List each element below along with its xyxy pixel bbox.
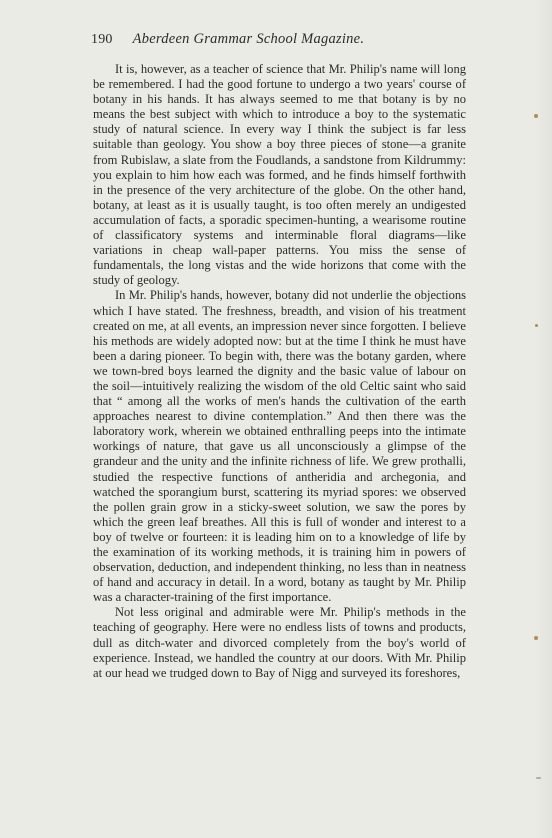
paragraph-botany-methods: In Mr. Philip's hands, however, botany did not underlie the objections which I have stated. The freshness, breadth, and vision of his treatment created on me, at all events, an impression never since forgotten. I believe his methods are widely adopted now: but at the time I think he must have been a daring pioneer. To begin with, there was the botany garden, where we town-bred boys learned the dignity and the basic value of labour on the soil—intuitively realizing the wisdom of the old Celtic saint who said that “ among all the works of men's hands the cultivation of the earth approaches nearest to divine contemplation.” And then there was the laboratory work, wherein we obtained enthralling peeps into the intimate workings of nature, that gave us all unconsciously a glimpse of the grandeur and the unity and the infinite richness of life. We grew prothalli, studied the respective functions of antheridia and archegonia, and watched the sporangium burst, scattering its myriad spores: we observed the pollen grain grow in a sticky-sweet solution, we saw the pores by which the green leaf breathes. All this is full of wonder and interest to a boy of twelve or fourteen: it is leading him on to a knowledge of life by the examination of its working methods, it is training him in powers of observation, deduction, and independent thinking, no less than in neatness of hand and accuracy in detail. In a word, botany as taught by Mr. Philip was a character-training of the first importance. xyxy=(93,288,466,605)
running-header xyxy=(91,31,461,51)
paragraph-geography: Not less original and admirable were Mr. Philip's methods in the teaching of geography. Here were no endless lists of towns and products, dull as ditch-water and divorced completely from the boy's world of experience. Instead, we handled the country at our doors. With Mr. Philip at our head we trudged down to Bay of Nigg and surveyed its foreshores, xyxy=(93,605,466,680)
journal-title: Aberdeen Grammar School Magazine. xyxy=(132,31,365,47)
page-number: 190 xyxy=(91,32,113,47)
article-body xyxy=(93,62,466,681)
paragraph-botany-teacher: It is, however, as a teacher of science that Mr. Philip's name will long be remembered. I had the good fortune to undergo a two years' course of botany in his hands. It has always seemed to me that botany is by no means the best subject with which to introduce a boy to the systematic study of natural science. In every way I think the subject is far less suitable than geology. You show a boy three pieces of stone—a granite from Rubislaw, a slate from the Foudlands, a sandstone from Kildrummy: you explain to him how each was formed, and he finds himself forthwith in the presence of the very architecture of the globe. On the other hand, botany, at least as it is usually taught, is too often merely an undigested accumulation of facts, a sporadic specimen-hunting, a wearisome routine of classificatory systems and interminable floral diagrams—like variations in cheap wall-paper patterns. You miss the sense of fundamentals, the long vistas and the wide horizons that come with the study of geology. xyxy=(93,62,466,288)
page-edge-shadow xyxy=(534,0,552,838)
